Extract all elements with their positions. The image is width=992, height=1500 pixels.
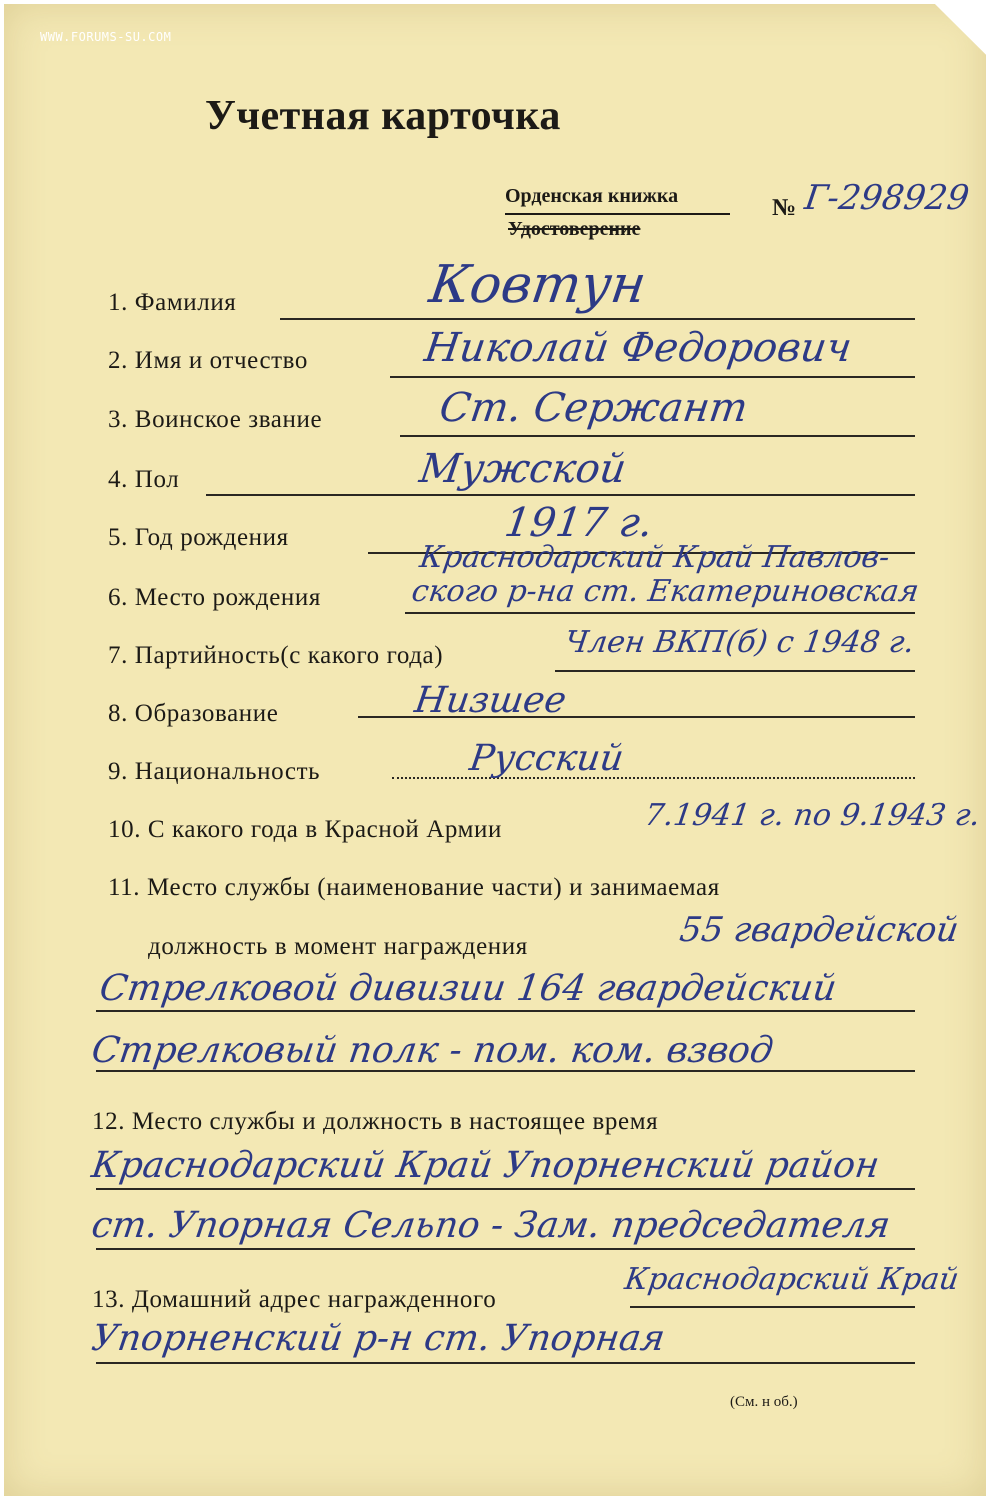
surname-line bbox=[280, 318, 915, 320]
order-book-label: Орденская книжка bbox=[505, 185, 679, 207]
service-place-value-line-2: Стрелковой дивизии 164 гвардейский bbox=[97, 968, 840, 1009]
home-address-label: 13. Домашний адрес награжденного bbox=[92, 1286, 497, 1313]
army-service-value: 7.1941 г. по 9.1943 г. bbox=[642, 798, 983, 833]
military-rank-label: 3. Воинское звание bbox=[108, 406, 323, 433]
name-patronymic-line bbox=[390, 376, 915, 378]
birth-year-label: 5. Год рождения bbox=[108, 524, 289, 551]
sex-line bbox=[206, 494, 915, 496]
sex-value: Мужской bbox=[416, 446, 629, 492]
sex-label: 4. Пол bbox=[108, 466, 180, 493]
home-address-line-1 bbox=[630, 1306, 915, 1308]
current-service-value-line-1: Краснодарский Край Упорненский район bbox=[89, 1145, 882, 1186]
service-place-line-2 bbox=[96, 1010, 915, 1012]
service-place-label-line-1: 11. Место службы (наименование части) и занимаемая bbox=[108, 874, 720, 901]
card-title: Учетная карточка bbox=[205, 93, 561, 139]
army-service-label: 10. С какого года в Красной Армии bbox=[108, 816, 503, 843]
birthplace-value-line-1: Краснодарский Край Павлов- bbox=[417, 540, 892, 575]
surname-value: Ковтун bbox=[425, 255, 650, 315]
order-book-number: Г-298929 bbox=[802, 178, 972, 218]
name-patronymic-value: Николай Федорович bbox=[421, 325, 855, 371]
number-sign: № bbox=[772, 195, 797, 221]
education-value: Низшее bbox=[412, 680, 569, 721]
surname-label: 1. Фамилия bbox=[108, 289, 237, 316]
current-service-label: 12. Место службы и должность в настоящее время bbox=[92, 1108, 659, 1135]
service-place-value-line-1: 55 гвардейской bbox=[677, 910, 962, 950]
nationality-value: Русский bbox=[467, 738, 627, 779]
birthplace-line bbox=[405, 612, 915, 614]
order-book-rule bbox=[505, 213, 730, 215]
party-membership-value: Член ВКП(б) с 1948 г. bbox=[562, 625, 917, 660]
military-rank-line bbox=[400, 435, 915, 437]
home-address-value-line-1: Краснодарский Край bbox=[622, 1262, 962, 1297]
home-address-value-line-2: Упорненский р-н ст. Упорная bbox=[89, 1318, 668, 1359]
certificate-label: Удостоверение bbox=[508, 218, 641, 240]
education-label: 8. Образование bbox=[108, 700, 279, 727]
nationality-label: 9. Национальность bbox=[108, 758, 321, 785]
see-reverse-note: (См. н об.) bbox=[730, 1394, 798, 1410]
name-patronymic-label: 2. Имя и отчество bbox=[108, 347, 308, 374]
current-service-line-2 bbox=[96, 1248, 915, 1250]
birth-year-value: 1917 г. bbox=[501, 500, 656, 546]
service-place-value-line-3: Стрелковый полк - пом. ком. взвод bbox=[89, 1030, 776, 1071]
current-service-value-line-2: ст. Упорная Сельпо - Зам. председателя bbox=[89, 1205, 893, 1246]
watermark: WWW.FORUMS-SU.COM bbox=[40, 30, 172, 44]
birthplace-value-line-2: ского р-на ст. Екатериновская bbox=[409, 574, 922, 609]
service-place-label-line-2: должность в момент награждения bbox=[148, 933, 528, 960]
home-address-line-2 bbox=[96, 1362, 915, 1364]
military-rank-value: Ст. Сержант bbox=[436, 385, 751, 431]
current-service-line-1 bbox=[96, 1188, 915, 1190]
party-membership-line bbox=[555, 670, 915, 672]
birthplace-label: 6. Место рождения bbox=[108, 584, 321, 611]
party-membership-label: 7. Партийность(с какого года) bbox=[108, 642, 444, 669]
